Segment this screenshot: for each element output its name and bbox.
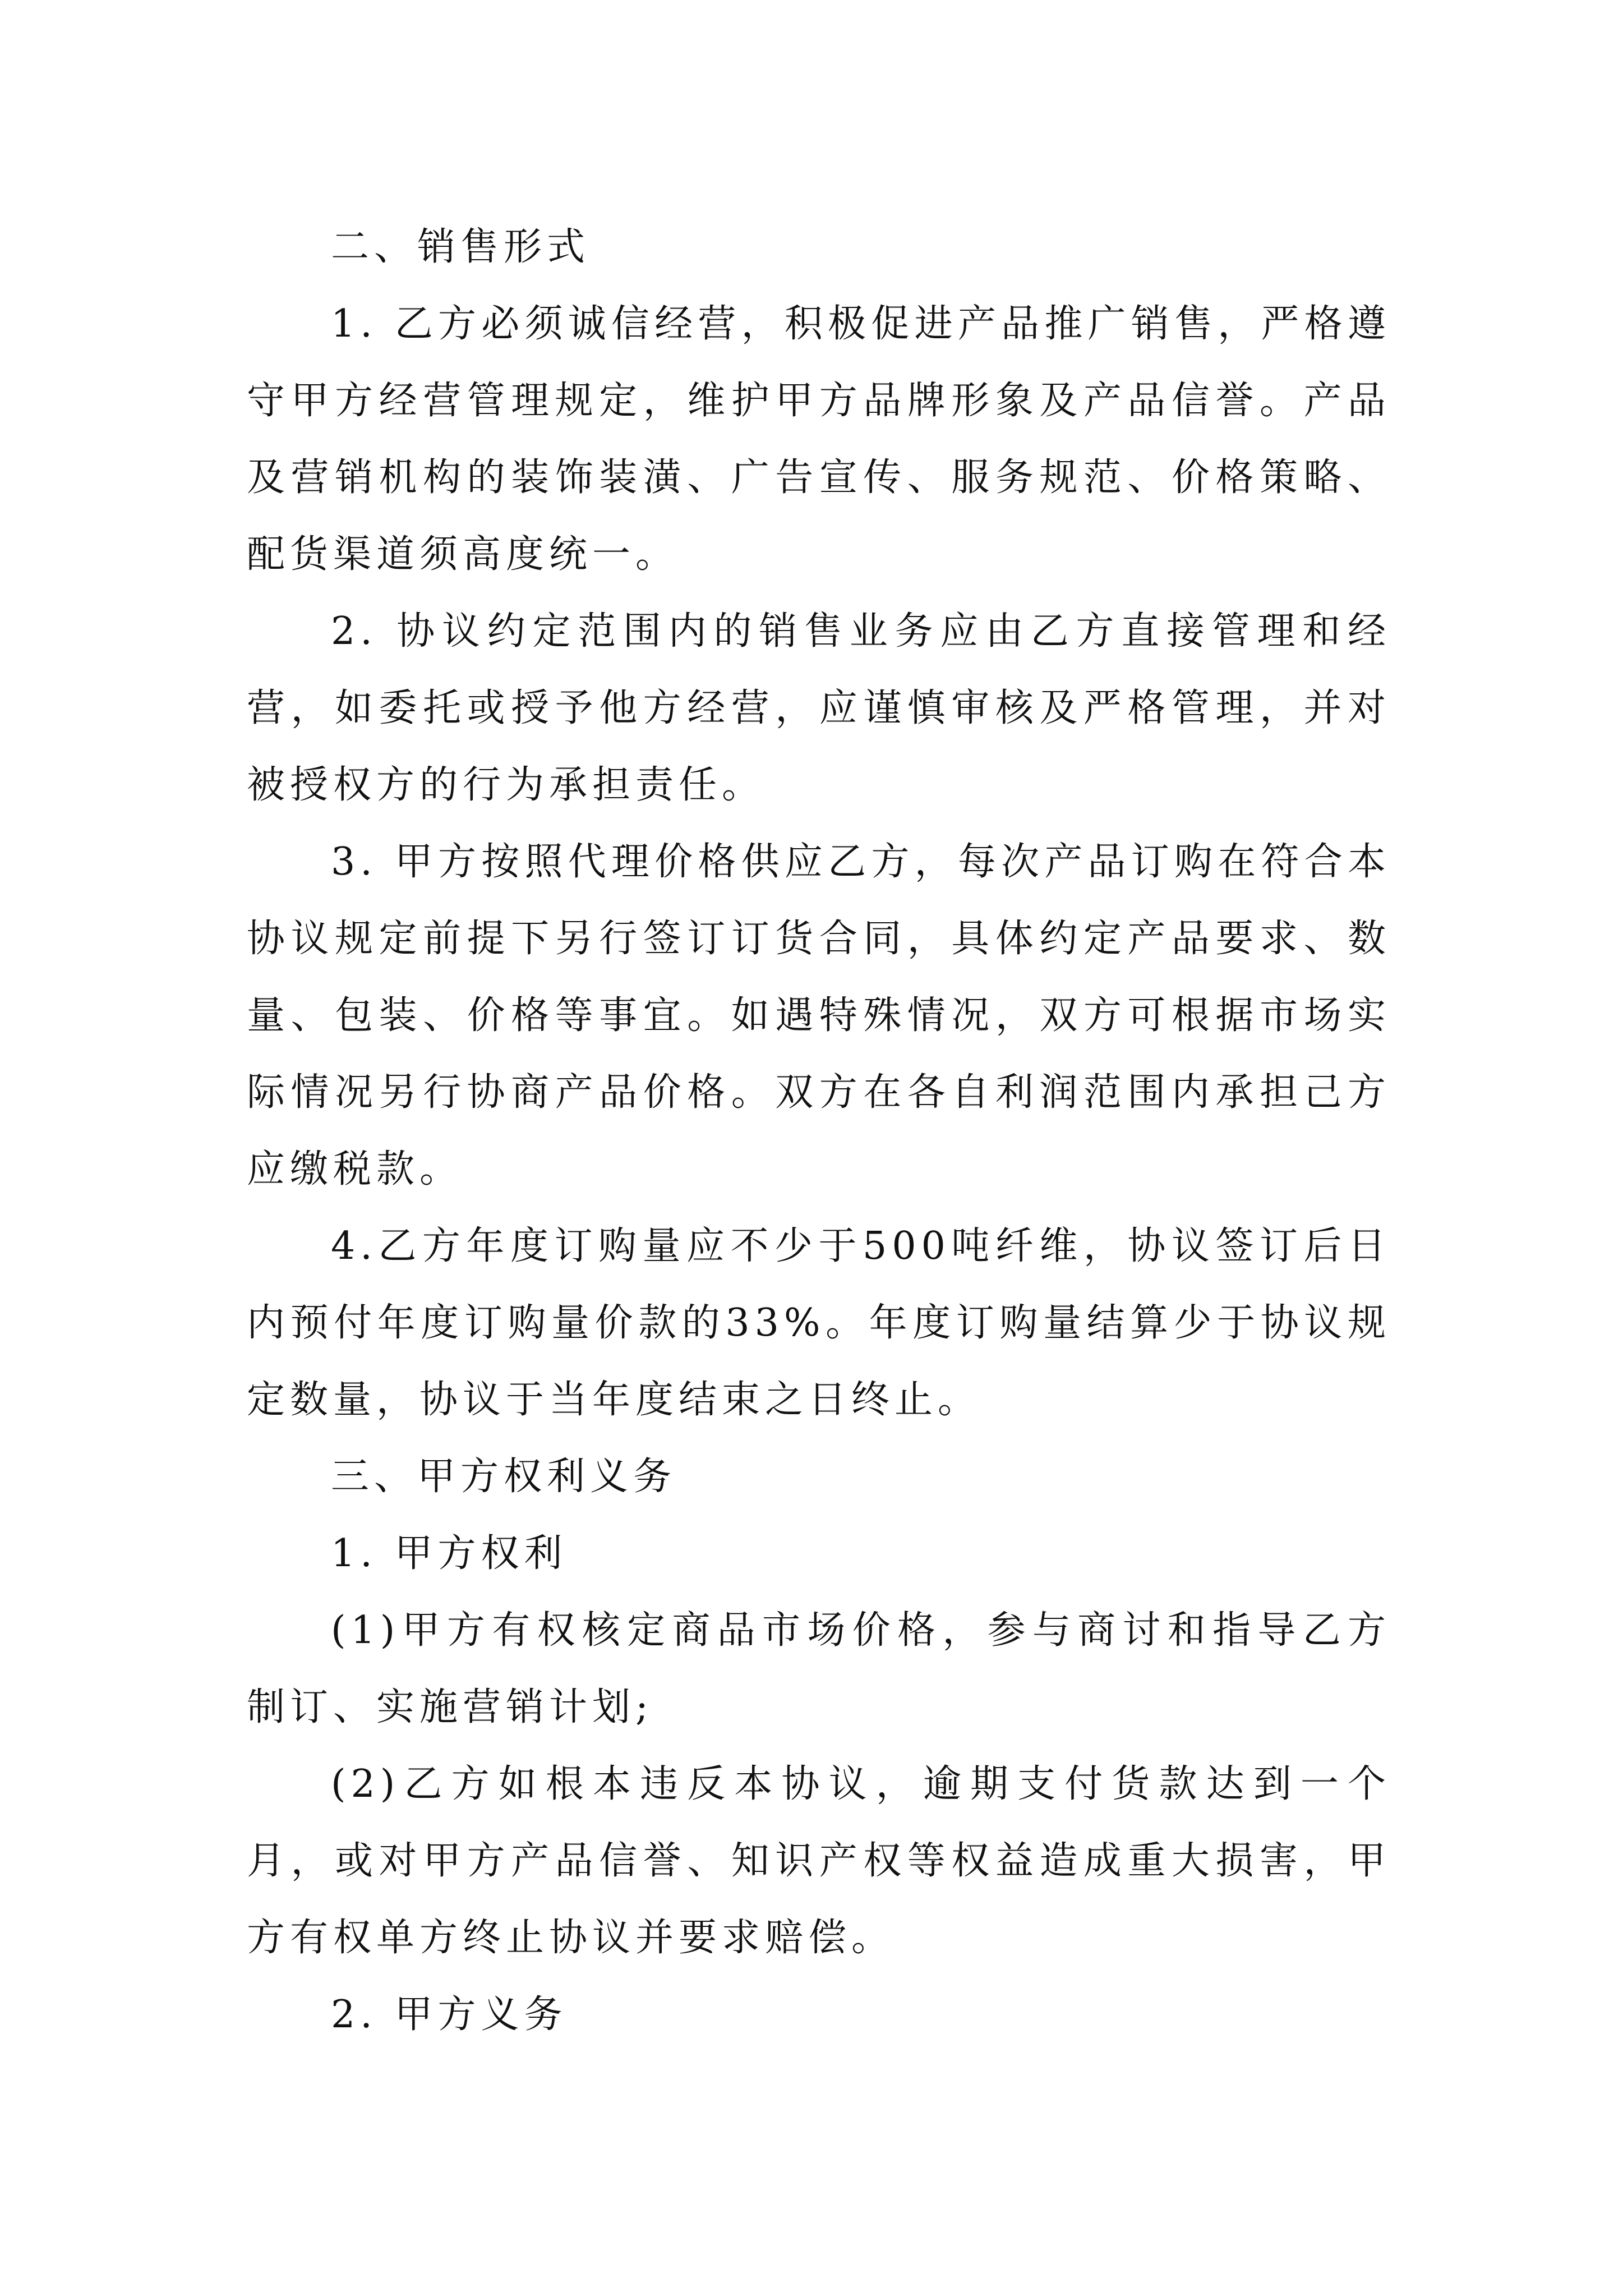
section-heading-sales-form: 二、销售形式 xyxy=(331,225,591,269)
paragraph-clause-2-1: 1. 乙方必须诚信经营，积极促进产品推广销售，严格遵守甲方经营管理规定，维护甲方品牌形象及产品信誉。产品及营销机构的装饰装潢、广告宣传、服务规范、价格策略、配货渠道须高度统一。 xyxy=(247,302,1391,577)
document-body xyxy=(247,209,1391,2053)
paragraph-clause-2-4: 4.乙方年度订购量应不少于500吨纤维，协议签订后日内预付年度订购量价款的33%。年度订购量结算少于协议规定数量，协议于当年度结束之日终止。 xyxy=(247,1224,1391,1422)
paragraph-clause-2-2: 2. 协议约定范围内的销售业务应由乙方直接管理和经营，如委托或授予他方经营，应谨慎审核及严格管理，并对被授权方的行为承担责任。 xyxy=(247,609,1391,807)
subheading-party-a-rights: 1. 甲方权利 xyxy=(331,1531,568,1576)
subheading-party-a-obligations: 2. 甲方义务 xyxy=(331,1993,568,2037)
section-heading-party-a-rights-obligations: 三、甲方权利义务 xyxy=(331,1455,677,1499)
paragraph-right-2: (2)乙方如根本违反本协议，逾期支付货款达到一个月，或对甲方产品信誉、知识产权等权益造成重大损害，甲方有权单方终止协议并要求赔偿。 xyxy=(247,1762,1391,1960)
paragraph-clause-2-3: 3. 甲方按照代理价格供应乙方，每次产品订购在符合本协议规定前提下另行签订订货合同，具体约定产品要求、数量、包装、价格等事宜。如遇特殊情况，双方可根据市场实际情况另行协商产品价格。双方在各自利润范围内承担己方应缴税款。 xyxy=(247,840,1391,1191)
paragraph-right-1: (1)甲方有权核定商品市场价格，参与商讨和指导乙方制订、实施营销计划; xyxy=(247,1608,1391,1729)
